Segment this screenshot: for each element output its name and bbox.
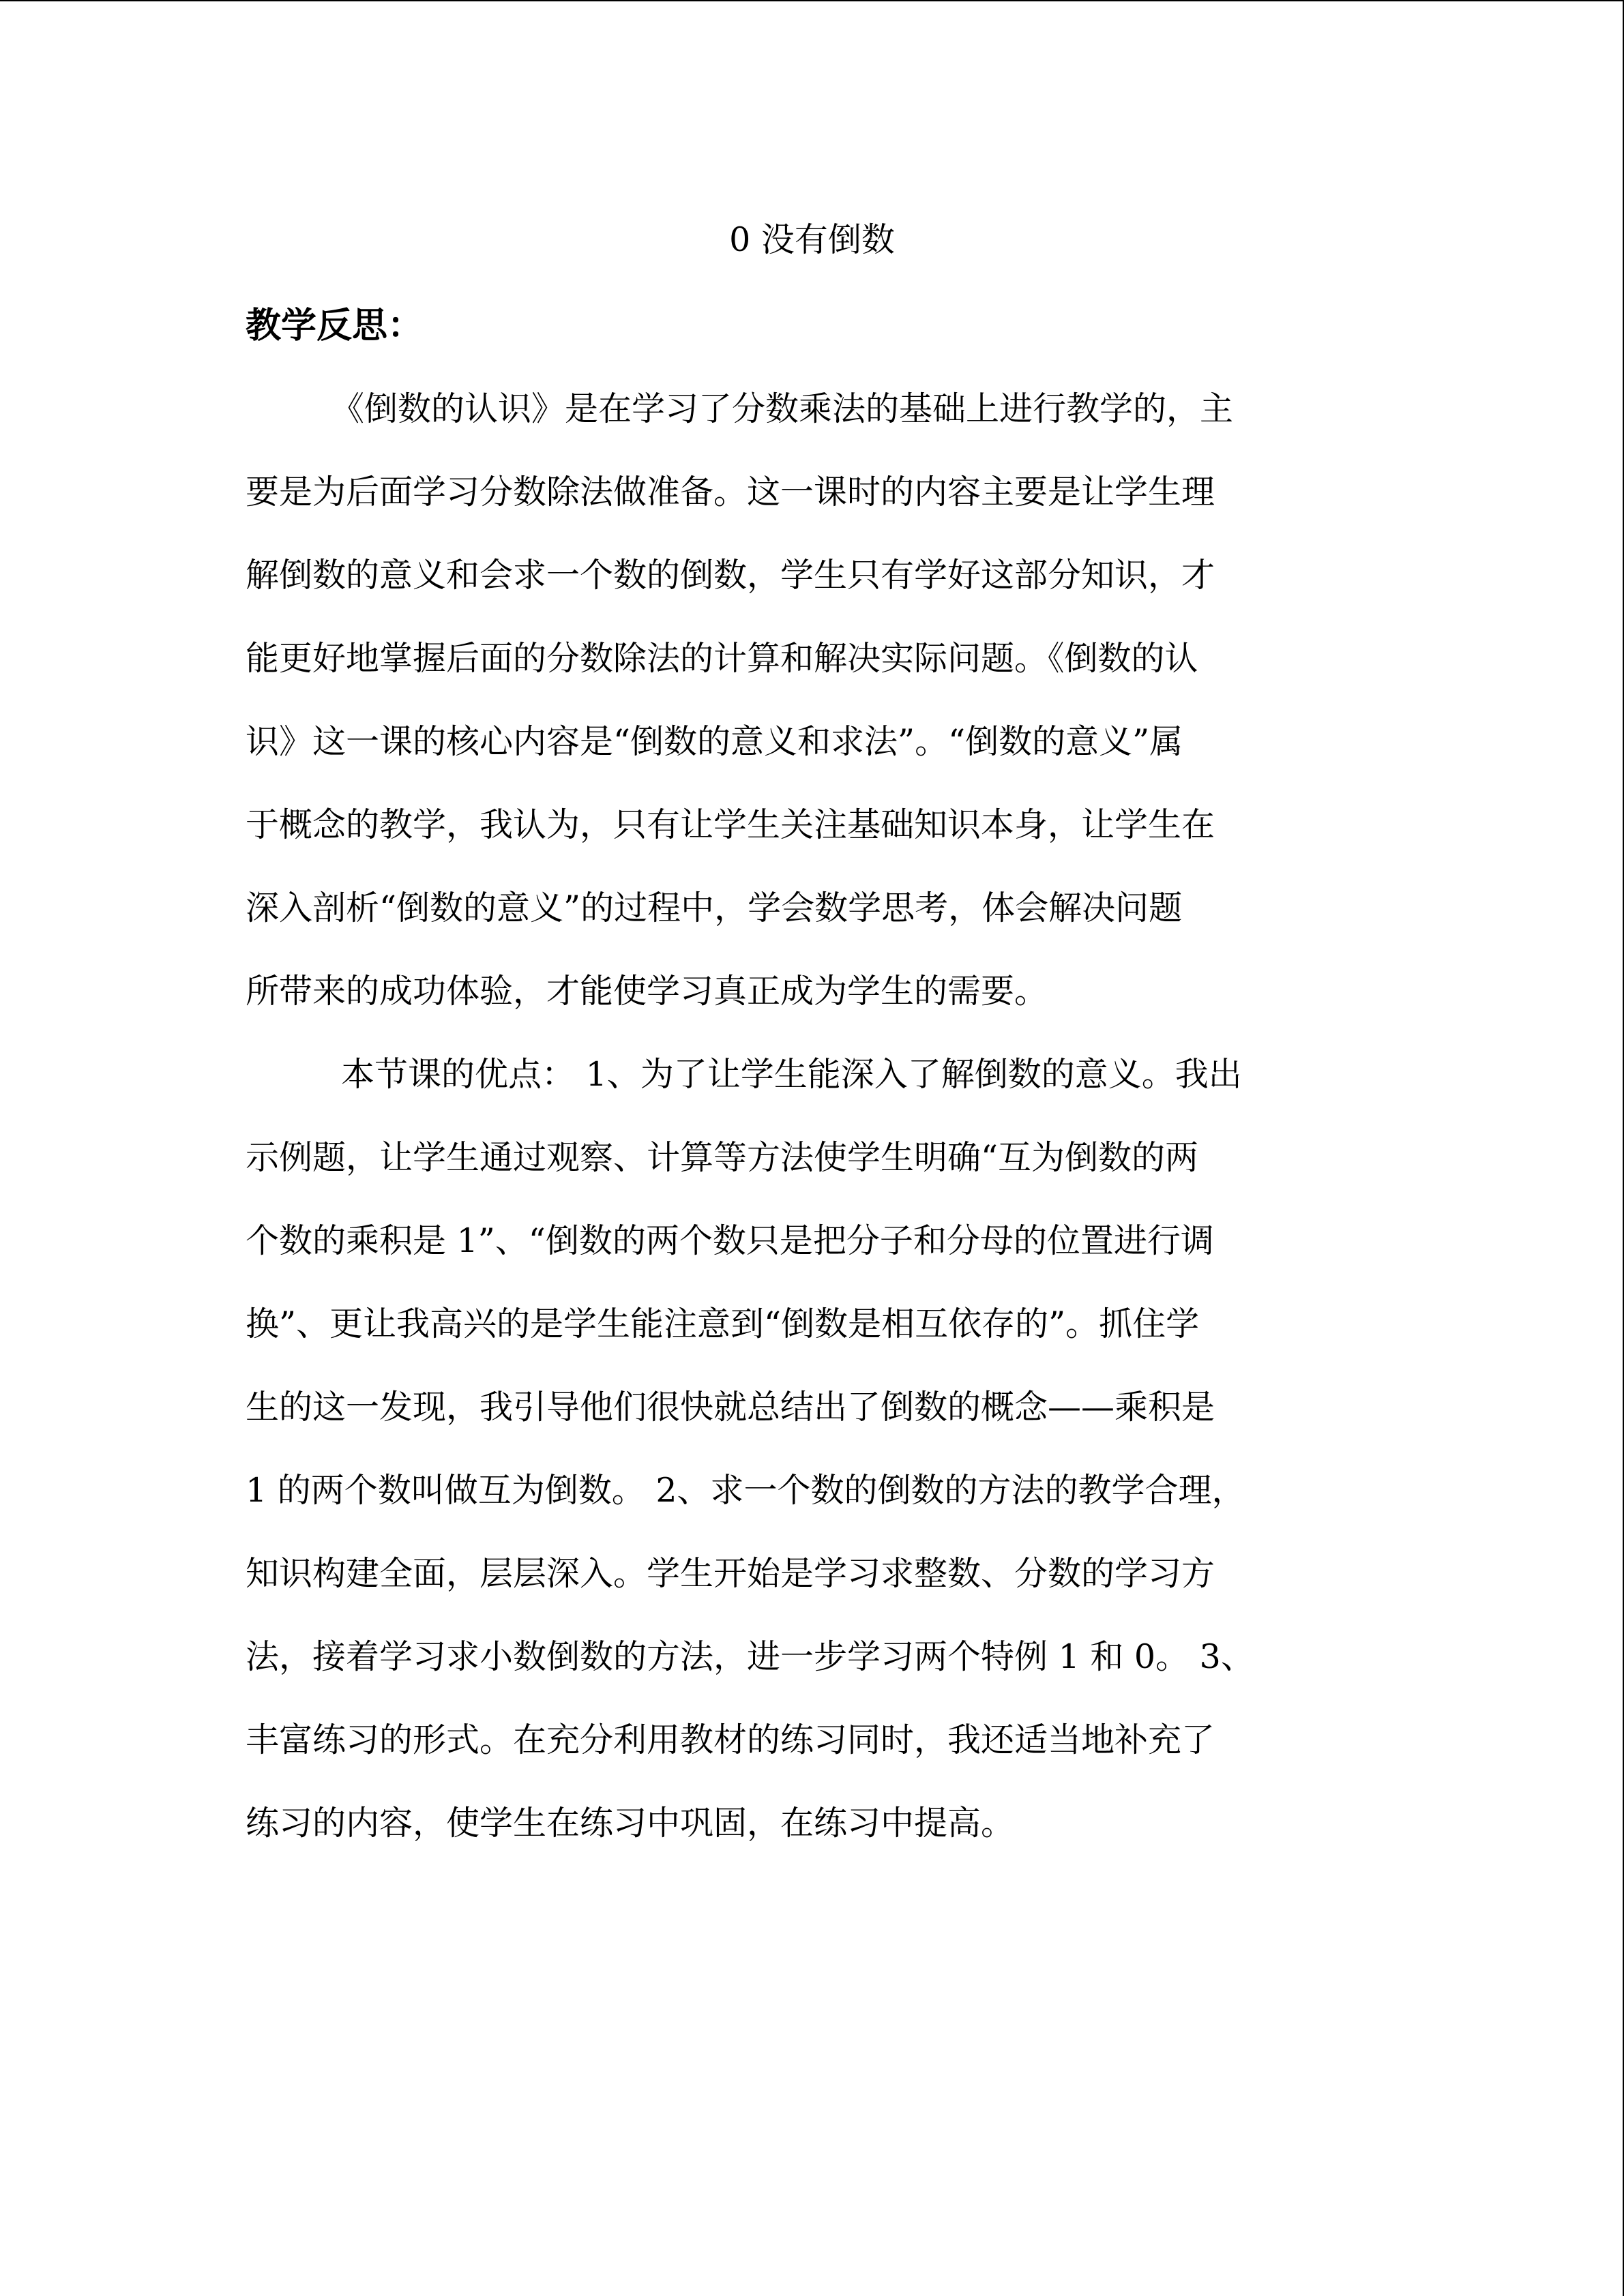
paragraph-line: 《倒数的认识》是在学习了分数乘法的基础上进行教学的，主 bbox=[331, 389, 1234, 428]
paragraph-line: 生的这一发现，我引导他们很快就总结出了倒数的概念——乘积是 bbox=[246, 1388, 1215, 1427]
paragraph-line: 个数的乘积是 1”、“倒数的两个数只是把分子和分母的位置进行调 bbox=[246, 1221, 1214, 1260]
paragraph-line: 法，接着学习求小数倒数的方法，进一步学习两个特例 1 和 0。 3、 bbox=[246, 1637, 1254, 1676]
paragraph-line: 练习的内容，使学生在练习中巩固，在练习中提高。 bbox=[246, 1804, 1015, 1843]
top-line: 0 没有倒数 bbox=[729, 220, 895, 259]
paragraph-line: 识》这一课的核心内容是“倒数的意义和求法”。“倒数的意义”属 bbox=[246, 722, 1183, 761]
paragraph-line: 于概念的教学，我认为，只有让学生关注基础知识本身，让学生在 bbox=[246, 805, 1215, 844]
paragraph-line: 示例题，让学生通过观察、计算等方法使学生明确“互为倒数的两 bbox=[246, 1138, 1199, 1177]
paragraph-line: 换”、更让我高兴的是学生能注意到“倒数是相互依存的”。抓住学 bbox=[246, 1304, 1200, 1343]
paragraph-line: 本节课的优点： 1、为了让学生能深入了解倒数的意义。我出 bbox=[341, 1055, 1242, 1094]
paragraph-line: 深入剖析“倒数的意义”的过程中，学会数学思考，体会解决问题 bbox=[246, 889, 1183, 927]
paragraph-line: 知识构建全面，层层深入。学生开始是学习求整数、分数的学习方 bbox=[246, 1554, 1215, 1593]
paragraph-line: 要是为后面学习分数除法做准备。这一课时的内容主要是让学生理 bbox=[246, 473, 1215, 511]
paragraph-line: 1 的两个数叫做互为倒数。 2、求一个数的倒数的方法的教学合理， bbox=[246, 1471, 1245, 1510]
paragraph-line: 能更好地掌握后面的分数除法的计算和解决实际问题。《倒数的认 bbox=[246, 639, 1198, 678]
section-heading: 教学反思： bbox=[246, 305, 424, 346]
paragraph-line: 所带来的成功体验，才能使学习真正成为学生的需要。 bbox=[246, 972, 1048, 1011]
paragraph-line: 丰富练习的形式。在充分利用教材的练习同时，我还适当地补充了 bbox=[246, 1720, 1215, 1759]
page-top-border bbox=[0, 0, 1624, 1]
paragraph-line: 解倒数的意义和会求一个数的倒数，学生只有学好这部分知识，才 bbox=[246, 556, 1215, 595]
